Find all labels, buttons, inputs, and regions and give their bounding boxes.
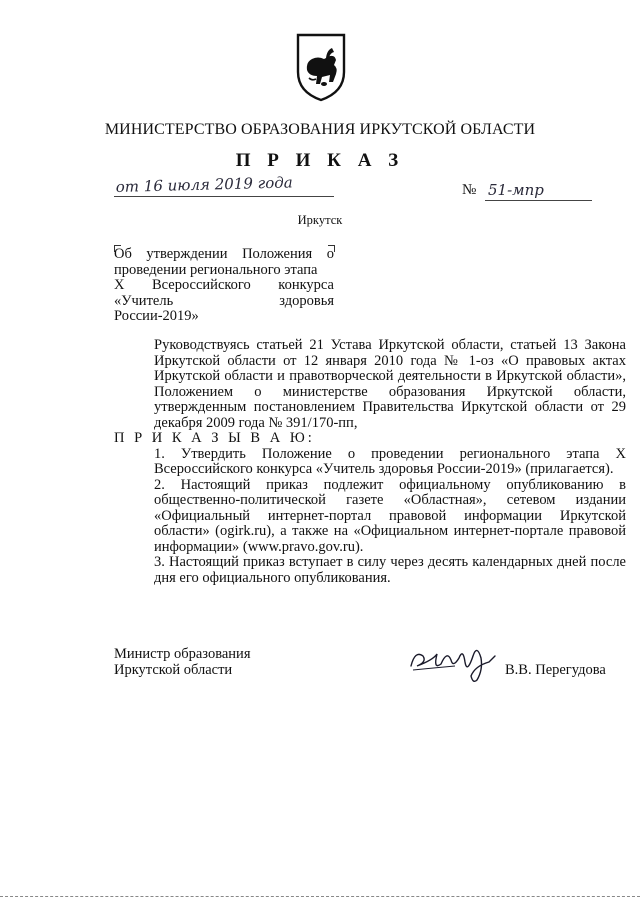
subject-line: Об утверждении Положения о [114,246,334,262]
document-number: 51-мпр [488,181,544,199]
subject-line: X Всероссийского конкурса [114,277,334,293]
order-item-3: 3. Настоящий приказ вступает в силу через десять календарных дней после дня его официального опубликования. [154,554,626,586]
number-label: № [462,182,477,198]
subject-line: проведении регионального этапа [114,261,318,278]
signatory-title: Министр образования Иркутской области [114,646,251,678]
document-title: П Р И К А З [235,150,405,171]
preamble-paragraph: Руководствуясь статьей 21 Устава Иркутской области, статьей 13 Закона Иркутской области от 12 января 2010 года № 1-оз «О правовых актах Иркутской области и правотворческой деятельности в Иркутской области», Положением о министерстве образования Иркутской области, утвержденным постановлением Правительства Иркутской области от 29 декабря 2009 года № 391/170-пп, [154,337,626,431]
date-underline [114,196,334,197]
subject-line: «Учитель здоровья [114,292,334,309]
signatory-name: В.В. Перегудова [505,662,606,678]
handwritten-signature [403,636,501,686]
document-subject [114,247,334,325]
number-underline [485,200,592,201]
coat-of-arms-icon [294,32,348,102]
order-item-1: 1. Утвердить Положение о проведении регионального этапа X Всероссийского конкурса «Учитель здоровья России-2019» (прилагается). [154,445,626,477]
order-item-2: 2. Настоящий приказ подлежит официальному опубликованию в общественно-политической газете «Областная», сетевом издании «Официальный интернет-портал правовой информации Иркутской области» (ogirk.ru), а также на «Официальном интернет-портале правовой информации» (www.pravo.gov.ru). [154,476,626,555]
subject-line: России-2019» [114,308,199,324]
footer-divider [0,896,640,897]
ministry-name: МИНИСТЕРСТВО ОБРАЗОВАНИЯ ИРКУТСКОЙ ОБЛАСТИ [104,121,536,138]
order-word: П Р И К А З Ы В А Ю: [114,430,315,446]
document-date: от 16 июля 2019 года [115,173,293,196]
document-city: Иркутск [297,213,343,227]
document-body [114,338,626,586]
